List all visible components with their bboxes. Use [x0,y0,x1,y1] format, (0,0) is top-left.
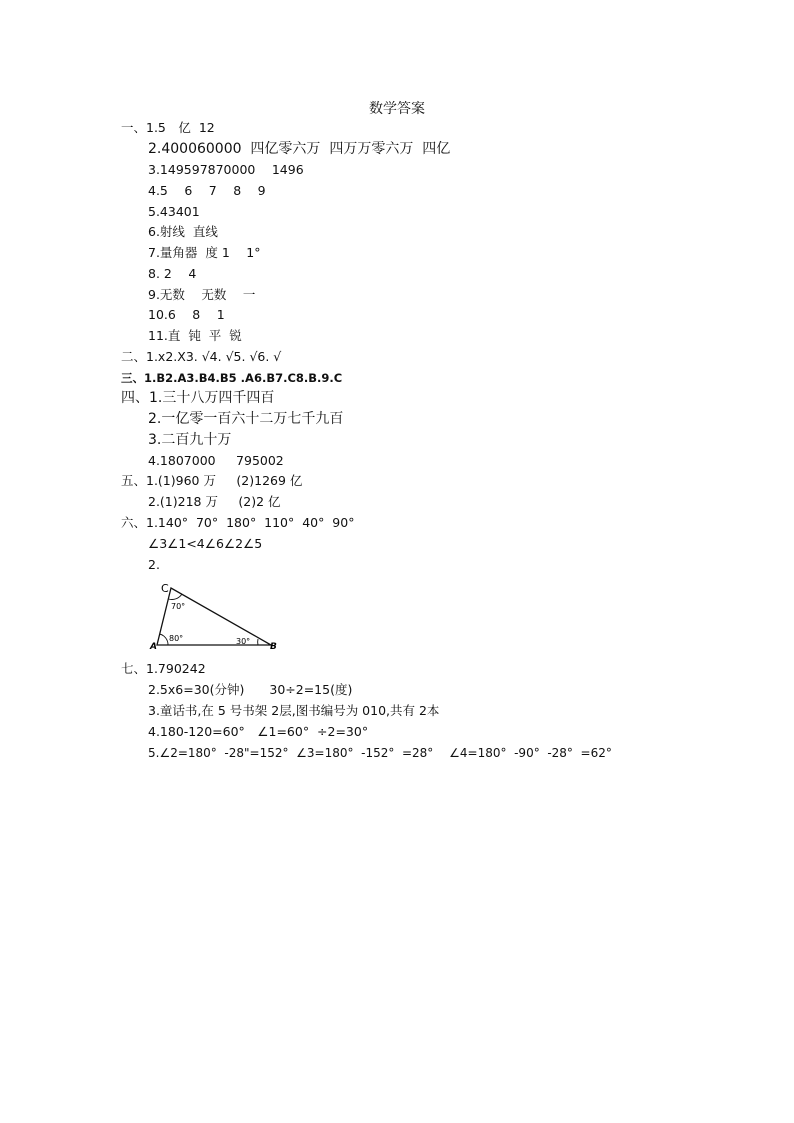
answer-line: 10.6 8 1 [148,307,225,322]
answer-line: 11.直 钝 平 锐 [148,328,242,343]
angle-label-b: 30° [236,637,251,646]
answer-line: 4.5 6 7 8 9 [148,183,266,198]
angle-label-a: 80° [169,634,184,643]
answer-line: 2. [148,557,160,572]
answer-line: 3.二百九十万 [148,432,232,448]
triangle-diagram [140,578,290,653]
answer-line: 3.童话书,在 5 号书架 2层,图书编号为 010,共有 2本 [148,703,440,718]
answer-line: 七、1.790242 [121,661,206,676]
angle-label-c: 70° [171,602,186,611]
answer-line: ∠3∠1<4∠6∠2∠5 [148,536,263,551]
answer-line: 五、1.(1)960 万 (2)1269 亿 [121,473,303,488]
answer-line: 7.量角器 度 1 1° [148,245,261,260]
answer-line: 四、1.三十八万四千四百 [121,390,275,406]
answer-line: 5.∠2=180° -28"=152° ∠3=180° -152° =28° ∠4=180° -90° -28° =62° [148,746,612,760]
answer-line: 3.149597870000 1496 [148,162,304,177]
answer-line: 4.180-120=60° ∠1=60° ÷2=30° [148,724,369,739]
vertex-label-a: A [150,642,157,652]
answer-line: 2.(1)218 万 (2)2 亿 [148,494,281,509]
answer-line: 一、1.5 亿 12 [121,120,215,135]
answer-line: 4.1807000 795002 [148,453,284,468]
answer-line: 8. 2 4 [148,266,197,281]
answer-line: 六、1.140° 70° 180° 110° 40° 90° [121,515,355,530]
answer-line: 9.无数 无数 一 [148,287,256,302]
answer-line: 2.一亿零一百六十二万七千九百 [148,411,344,427]
answer-line: 2.400060000 四亿零六万 四万万零六万 四亿 [148,141,451,157]
answer-line: 二、1.x2.X3. √4. √5. √6. √ [121,349,282,364]
page-title: 数学答案 [369,101,425,117]
answer-line: 2.5x6=30(分钟) 30÷2=15(度) [148,682,353,697]
vertex-label-b: B [270,642,277,652]
answer-line: 三、1.B2.A3.B4.B5 .A6.B7.C8.B.9.C [121,371,343,385]
answer-line: 5.43401 [148,204,200,219]
vertex-label-c: C [161,582,169,595]
answer-line: 6.射线 直线 [148,224,218,239]
